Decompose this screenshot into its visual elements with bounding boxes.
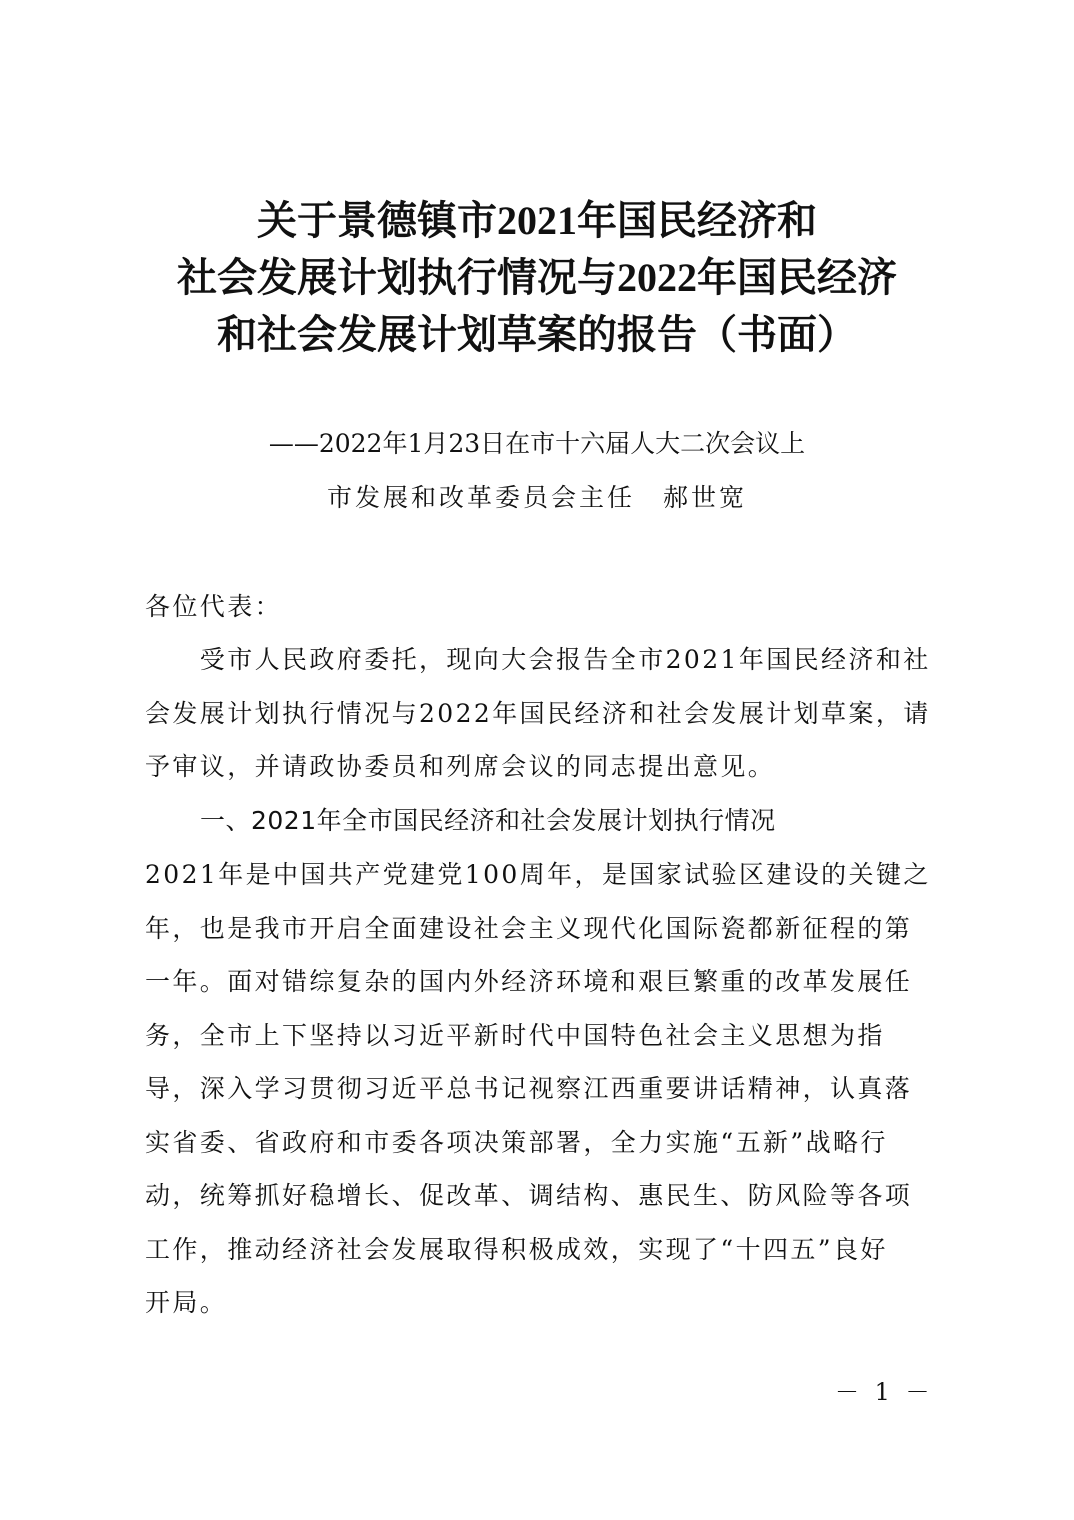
salutation: 各位代表：: [145, 592, 283, 621]
section-heading: 一、2021年全市国民经济和社会发展计划执行情况: [200, 806, 776, 835]
occasion-line: ——2022年1月23日在市十六届人大二次会议上: [268, 429, 806, 458]
paragraph-line: 务，全市上下坚持以习近平新时代中国特色社会主义思想为指: [145, 1020, 885, 1050]
document-title: [0, 192, 1074, 363]
speaker-line: 市发展和改革委员会主任 郝世宽: [326, 483, 747, 512]
paragraph-line: 2021年是中国共产党建党100周年，是国家试验区建设的关键之: [145, 860, 931, 889]
page-number: － 1 －: [835, 1378, 934, 1406]
paragraph-line: 实省委、省政府和市委各项决策部署，全力实施“五新”战略行: [145, 1127, 888, 1157]
paragraph-line: 会发展计划执行情况与2022年国民经济和社会发展计划草案，请: [145, 698, 931, 728]
intro-paragraph: [145, 633, 945, 794]
paragraph-line: 导，深入学习贯彻习近平总书记视察江西重要讲话精神，认真落: [145, 1074, 913, 1103]
title-line: 社会发展计划执行情况与2022年国民经济: [177, 255, 897, 300]
title-line: 关于景德镇市2021年国民经济和: [257, 198, 817, 243]
paragraph-line: 予审议，并请政协委员和列席会议的同志提出意见。: [145, 752, 776, 781]
paragraph-line: 一年。面对错综复杂的国内外经济环境和艰巨繁重的改革发展任: [145, 967, 913, 996]
paragraph-line: 动，统筹抓好稳增长、促改革、调结构、惠民生、防风险等各项: [145, 1181, 913, 1210]
paragraph-line: 开局。: [145, 1288, 228, 1317]
paragraph-line: 年，也是我市开启全面建设社会主义现代化国际瓷都新征程的第: [145, 913, 913, 943]
paragraph-line: 受市人民政府委托，现向大会报告全市2021年国民经济和社: [145, 645, 931, 674]
title-line: 和社会发展计划草案的报告（书面）: [217, 312, 857, 357]
section-paragraph: [145, 848, 945, 1330]
paragraph-line: 工作，推动经济社会发展取得积极成效，实现了“十四五”良好: [145, 1234, 888, 1264]
